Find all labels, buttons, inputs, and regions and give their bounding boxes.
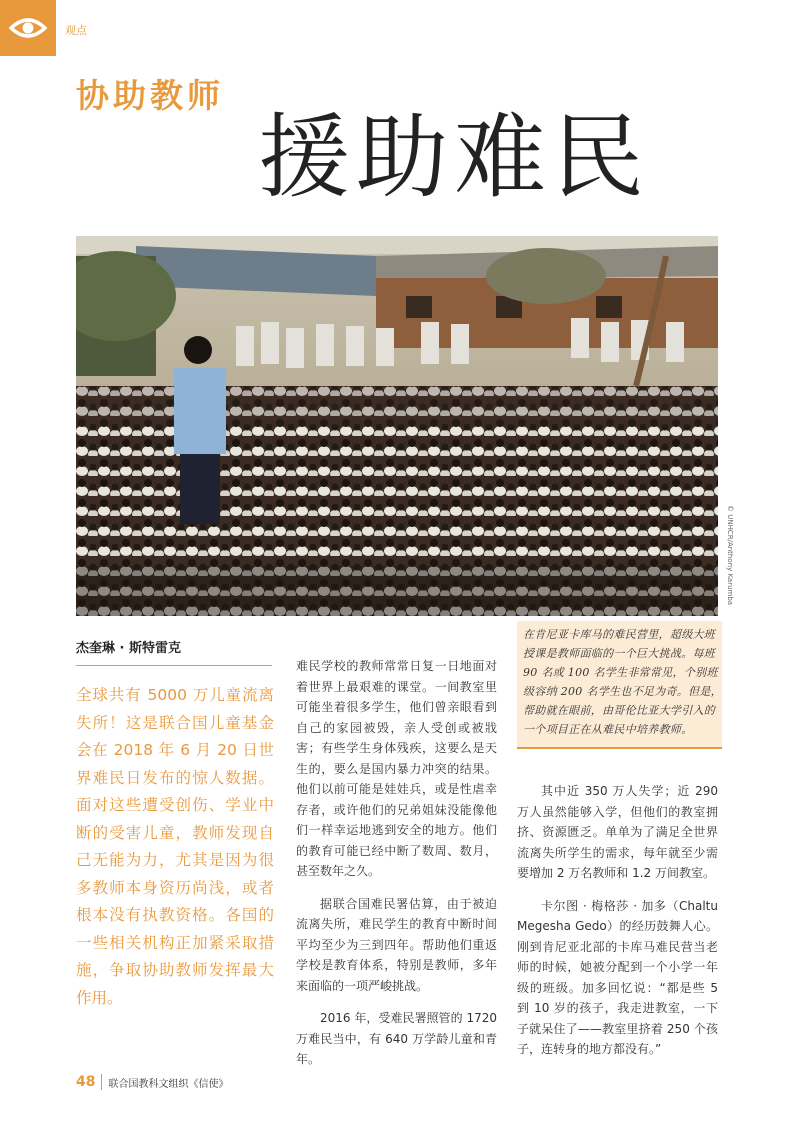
eye-icon — [9, 15, 47, 41]
article-headline: 援助难民 — [258, 104, 651, 211]
body-paragraph: 卡尔图 · 梅格莎 · 加多（Chaltu Megesha Gedo）的经历鼓舞人心。刚到肯尼亚北部的卡库马难民营当老师的时候，她被分配到一个小学一年级的班级。加多回忆说：“都是些 5 到 10 岁的孩子，我走进教室，一下子就呆住了——教室里挤着 250 个孩子，连转身的地方都没有。” — [517, 898, 718, 1056]
classroom-crowd-photo — [76, 236, 718, 616]
body-paragraph: 其中近 350 万人失学；近 290 万人虽然能够入学，但他们的教室拥挤、资源匮乏。单单为了满足全世界流离失所学生的需求，每年就至少需要增加 2 万名教师和 1.2 万间教室。 — [517, 784, 718, 880]
photo-caption-callout: 在肯尼亚卡库马的难民营里，超级大班授课是教师面临的一个巨大挑战。每班 90 名或 100 名学生非常常见，个别班级容纳 200 名学生也不足为奇。但是，帮助就在眼前，由哥伦比亚大学引入的一个项目正在从难民中培养教师。 — [517, 621, 722, 749]
article-photo — [76, 236, 718, 616]
publication-name: 联合国教科文组织《信使》 — [108, 1078, 229, 1090]
article-lead: 全球共有 5000 万儿童流离失所！这是联合国儿童基金会在 2018 年 6 月 20 日世界难民日发布的惊人数据。面对这些遭受创伤、学业中断的受害儿童，教师发现自己无能为力，尤其是因为很多教师本身资历尚浅，或者根本没有执教资格。各国的一些相关机构正加紧采取措施，争取协助教师发挥最大作用。 — [76, 686, 274, 1007]
body-column-3 — [517, 781, 718, 1072]
footer-divider — [101, 1074, 102, 1090]
body-paragraph: 2016 年，受难民署照管的 1720 万难民当中，有 640 万学龄儿童和青年。 — [296, 1011, 497, 1066]
author-byline: 杰奎琳 · 斯特雷克 — [76, 637, 272, 666]
body-column-2 — [296, 656, 497, 1082]
page-number: 48 — [76, 1074, 96, 1090]
photo-credit: © UNHCR/Anthony Karumba — [726, 505, 734, 606]
article-kicker: 协助教师 — [76, 76, 224, 115]
body-paragraph: 据联合国难民署估算，由于被迫流离失所，难民学生的教育中断时间平均至少为三到四年。帮助他们重返学校是教育体系，特别是教师，多年来面临的一项严峻挑战。 — [296, 896, 497, 993]
section-tab — [0, 0, 56, 56]
body-paragraph: 难民学校的教师常常日复一日地面对着世界上最艰难的课堂。一间教室里可能坐着很多学生，他们曾亲眼看到自己的家园被毁，亲人受创或被戕害；有些学生身体残疾，这要么是天生的，要么是国内暴力冲突的结果。他们以前可能是娃娃兵，或是性虐幸存者，或许他们的兄弟姐妹没能像他们一样幸运地逃到安全的地方。他们的教育可能已经中断了数周、数月，甚至数年之久。 — [296, 659, 497, 878]
page-footer — [76, 1074, 228, 1090]
section-label: 观点 — [65, 24, 87, 37]
